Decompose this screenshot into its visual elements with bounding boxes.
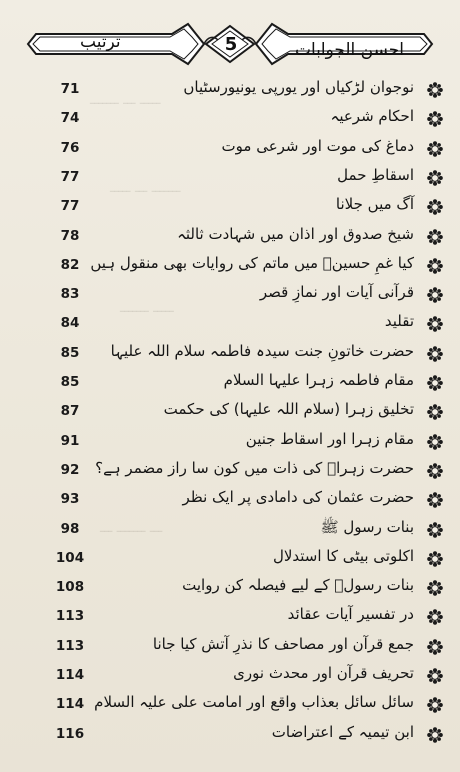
toc-row[interactable] [0, 193, 460, 221]
toc-entry-title: مقام فاطمہ زہرا علیہا السلام [223, 371, 414, 389]
toc-page-number: 87 [60, 403, 80, 420]
toc-entry-title: قرآنی آیات اور نمازِ قصر [259, 283, 414, 302]
toc-entry-title: تقلید [384, 312, 414, 331]
toc-entry-title: کیا غمِ حسینؑ میں ماتم کی روایات بھی منقول ہیں [90, 253, 414, 272]
header-page-number: 5 [224, 34, 238, 55]
toc-row[interactable] [0, 223, 460, 251]
toc-row[interactable] [0, 662, 460, 690]
toc-page-number: 82 [60, 256, 80, 273]
header-book-title: احسن الجوابات [294, 40, 404, 60]
show-through-text: ـــــ ـــــــ [120, 300, 174, 316]
toc-page-number: 116 [55, 725, 85, 742]
toc-page-number: 84 [60, 315, 80, 332]
toc-row[interactable] [0, 164, 460, 192]
toc-page-number: 78 [60, 227, 80, 244]
toc-entry-title: آگ میں جلانا [335, 195, 414, 214]
toc-entry-title: مقام زہرا اور اسقاط جنین [245, 429, 414, 448]
star-flower-icon [427, 434, 443, 450]
toc-page-number: 113 [55, 608, 85, 625]
toc-row[interactable] [0, 721, 460, 749]
toc-entry-title: بنات رسولؐ کے لیے فیصلہ کن روایت [182, 576, 414, 595]
toc-page-number: 76 [60, 139, 80, 156]
show-through-text: ـــــ ـــ ـــــــ [90, 92, 161, 108]
toc-row[interactable] [0, 281, 460, 309]
toc-row[interactable] [0, 428, 460, 456]
toc-page-number: 85 [60, 374, 80, 390]
toc-row[interactable] [0, 603, 460, 631]
star-flower-icon [427, 551, 443, 567]
toc-entry-title: در تفسیر آیات عقائد [287, 605, 414, 624]
toc-row[interactable] [0, 76, 460, 104]
toc-entry-title: شیخ صدوق اور اذان میں شہادت ثالثہ [177, 224, 414, 243]
star-flower-icon [427, 82, 443, 98]
star-flower-icon [427, 170, 443, 186]
toc-row[interactable] [0, 135, 460, 163]
toc-entry-title: تحریف قرآن اور محدث نوری [233, 664, 414, 682]
toc-page-number: 92 [60, 461, 80, 478]
toc-row[interactable] [0, 486, 460, 514]
star-flower-icon [427, 229, 443, 245]
toc-entry-title: ابن تیمیہ کے اعتراضات [271, 722, 414, 741]
toc-row[interactable] [0, 310, 460, 338]
toc-entry-title: اکلوتی بیٹی کا استدلال [272, 546, 414, 565]
star-flower-icon [427, 316, 443, 332]
toc-entry-title: سائل سائل بعذاب واقع اور امامت علی علیہ السلام [94, 693, 414, 712]
toc-entry-title: تخلیق زہرا (سلام اللہ علیہا) کی حکمت [163, 400, 414, 419]
toc-page-number: 77 [60, 168, 80, 185]
star-flower-icon [427, 404, 443, 420]
star-flower-icon [427, 697, 443, 713]
toc-page-number: 104 [55, 549, 85, 566]
toc-page-number: 113 [55, 637, 85, 654]
toc-row[interactable] [0, 545, 460, 573]
star-flower-icon [427, 287, 443, 303]
star-flower-icon [427, 199, 443, 215]
header-section-title: ترتیب [80, 32, 121, 52]
toc-page-number: 77 [60, 198, 80, 215]
toc-entry-title: حضرت زہراؑ کی ذات میں کون سا راز مضمر ہے؟ [95, 458, 414, 477]
toc-page-number: 91 [60, 432, 80, 449]
toc-page-number: 108 [55, 579, 85, 596]
toc-row[interactable] [0, 516, 460, 544]
toc-page-number: 93 [60, 491, 80, 508]
toc-page-number: 114 [55, 667, 85, 683]
toc-row[interactable] [0, 369, 460, 397]
toc-row[interactable] [0, 574, 460, 602]
toc-row[interactable] [0, 252, 460, 280]
star-flower-icon [427, 492, 443, 508]
star-flower-icon [427, 609, 443, 625]
toc-page-number: 85 [60, 344, 80, 361]
toc-row[interactable] [0, 633, 460, 661]
toc-row[interactable] [0, 105, 460, 133]
toc-entry-title: دماغ کی موت اور شرعی موت [221, 136, 414, 155]
toc-entry-title: بنات رسول ﷺ [320, 517, 414, 536]
star-flower-icon [427, 375, 443, 391]
toc-entry-title: اسقاطِ حمل [337, 165, 414, 184]
toc-page-number: 74 [60, 110, 80, 127]
toc-row[interactable] [0, 398, 460, 426]
star-flower-icon [427, 258, 443, 274]
toc-page-number: 71 [60, 81, 80, 97]
star-flower-icon [427, 463, 443, 479]
toc-row[interactable] [0, 457, 460, 485]
star-flower-icon [427, 639, 443, 655]
toc-page-number: 114 [55, 696, 85, 713]
star-flower-icon [427, 522, 443, 538]
star-flower-icon [427, 111, 443, 127]
star-flower-icon [427, 580, 443, 596]
toc-entry-title: احکام شرعیہ [330, 107, 414, 126]
star-flower-icon [427, 141, 443, 157]
toc-entry-title: جمع قرآن اور مصاحف کا نذرِ آتش کیا جانا [152, 634, 414, 653]
toc-entry-title: حضرت خاتونِ جنت سیدہ فاطمہ سلام اللہ علیہا [110, 341, 414, 360]
toc-entry-title: نوجوان لڑکیاں اور یورپی یونیورسٹیاں [183, 78, 414, 96]
toc-row[interactable] [0, 691, 460, 719]
show-through-text: ـــــــ ـــ ـــــ [110, 180, 181, 196]
toc-page-number: 98 [60, 520, 80, 537]
toc-page-number: 83 [60, 286, 80, 303]
star-flower-icon [427, 346, 443, 362]
toc-entry-title: حضرت عثمان کی دامادی پر ایک نظر [182, 488, 414, 507]
star-flower-icon [427, 668, 443, 684]
toc-row[interactable] [0, 340, 460, 368]
star-flower-icon [427, 727, 443, 743]
show-through-text: ـــ ـــــــ ـــ [100, 520, 163, 536]
page-header [22, 10, 438, 76]
